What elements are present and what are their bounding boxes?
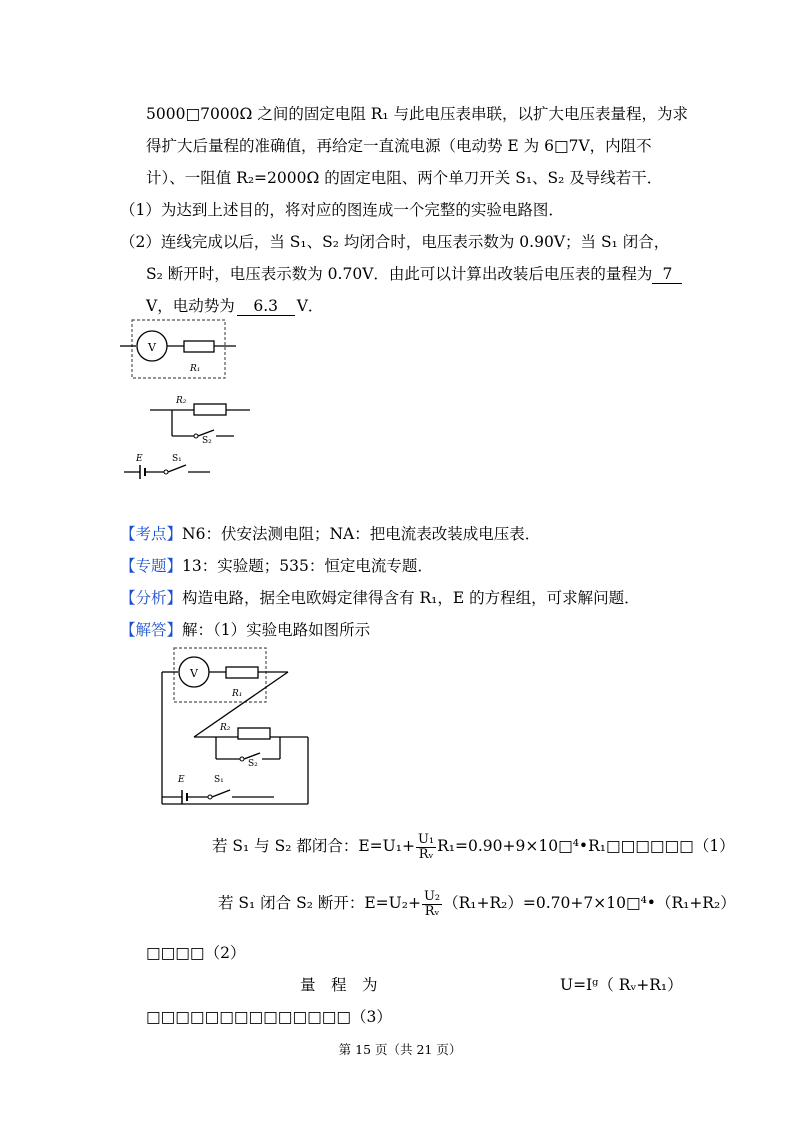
eq2-numerator: U₂ [423, 888, 441, 904]
problem-line-2: 得扩大后量程的准确值，再给定一直流电源（电动势 E 为 6□7V，内阻不 [146, 137, 652, 155]
answer-s2-label: S₂ [248, 759, 258, 769]
e-label: E [136, 454, 143, 464]
kaodian-line [120, 524, 540, 544]
equation-1 [212, 828, 735, 864]
page-footer: 第 15 页（共 21 页） [338, 1042, 462, 1057]
voltmeter-dashed-box [132, 320, 225, 378]
s2-label: S₂ [202, 436, 212, 446]
question-2-text: S₂ 断开时，电压表示数为 0.70V．由此可以计算出改装后电压表的量程为 [146, 265, 653, 283]
resistor-r1 [184, 341, 214, 352]
kaodian-text: N6：伏安法测电阻；NA：把电流表改装成电压表． [182, 525, 541, 543]
zhuanti-text: 13：实验题；535：恒定电流专题． [182, 557, 433, 575]
eq2-fraction [422, 890, 442, 919]
answer-blank-range: 7 [652, 265, 682, 284]
eq1-denominator: Rᵥ [418, 846, 434, 862]
problem-line-3: 计）、一阻值 R₂=2000Ω 的固定电阻、两个单刀开关 S₁、S₂ 及导线若干． [146, 169, 663, 187]
question-2-end: V． [296, 297, 324, 315]
question-2-line-2 [146, 264, 682, 284]
r2-label: R₂ [176, 396, 187, 406]
equation-3-left: 量 程 为 [300, 976, 378, 994]
question-circuit-diagram [110, 315, 250, 490]
fenxi-text: 构造电路，据全电欧姆定律得含有 R₁，E 的方程组，可求解问题． [182, 589, 640, 607]
question-1: （1）为达到上述目的，将对应的图连成一个完整的实验电路图． [120, 201, 564, 219]
voltmeter-label: V [148, 341, 156, 354]
answer-s1-label: S₁ [214, 775, 224, 785]
zhuanti-line [120, 556, 433, 576]
eq2-prefix: 若 S₁ 闭合 S₂ 断开：E=U₂+ [218, 894, 421, 912]
eq1-numerator: U₁ [417, 831, 435, 847]
answer-blank-emf: 6.3 [237, 297, 295, 316]
answer-r1-label: R₁ [232, 689, 243, 699]
answer-e-label: E [178, 775, 185, 785]
jieda-tag: 【解答】 [120, 621, 183, 639]
answer-circuit-diagram [150, 642, 330, 812]
kaodian-tag: 【考点】 [120, 525, 183, 543]
question-2-unit: V，电动势为 [146, 297, 235, 315]
switch-s2 [194, 434, 198, 438]
equation-2 [218, 885, 736, 921]
question-2-line-1: （2）连线完成以后，当 S₁、S₂ 均闭合时，电压表示数为 0.90V；当 S₁ 闭合， [120, 233, 670, 251]
jieda-text: 解：（1）实验电路如图所示 [182, 621, 371, 639]
equation-3-right: U=Iᵍ（ Rᵥ+R₁） [560, 976, 683, 994]
answer-r2-label: R₂ [220, 723, 231, 733]
eq2-denominator: Rᵥ [424, 903, 440, 919]
equation-2-tail: □□□□（2） [146, 944, 246, 962]
fenxi-tag: 【分析】 [120, 589, 183, 607]
eq1-fraction [416, 833, 436, 862]
zhuanti-tag: 【专题】 [120, 557, 183, 575]
eq1-prefix: 若 S₁ 与 S₂ 都闭合：E=U₁+ [212, 837, 415, 855]
eq1-suffix: R₁=0.90+9×10□⁴•R₁□□□□□□（1） [437, 837, 735, 855]
jieda-line [120, 620, 370, 640]
switch-s1 [164, 470, 168, 474]
question-2-line-3 [146, 296, 323, 316]
r1-label: R₁ [190, 364, 201, 374]
resistor-r2 [194, 404, 226, 415]
eq2-suffix: （R₁+R₂）=0.70+7×10□⁴•（R₁+R₂） [443, 894, 736, 912]
equation-3-tail: □□□□□□□□□□□□□□（3） [146, 1008, 392, 1026]
problem-line-1: 5000□7000Ω 之间的固定电阻 R₁ 与此电压表串联，以扩大电压表量程，为求 [146, 105, 689, 123]
fenxi-line [120, 588, 640, 608]
answer-voltmeter-label: V [190, 667, 198, 680]
s1-label: S₁ [172, 454, 182, 464]
